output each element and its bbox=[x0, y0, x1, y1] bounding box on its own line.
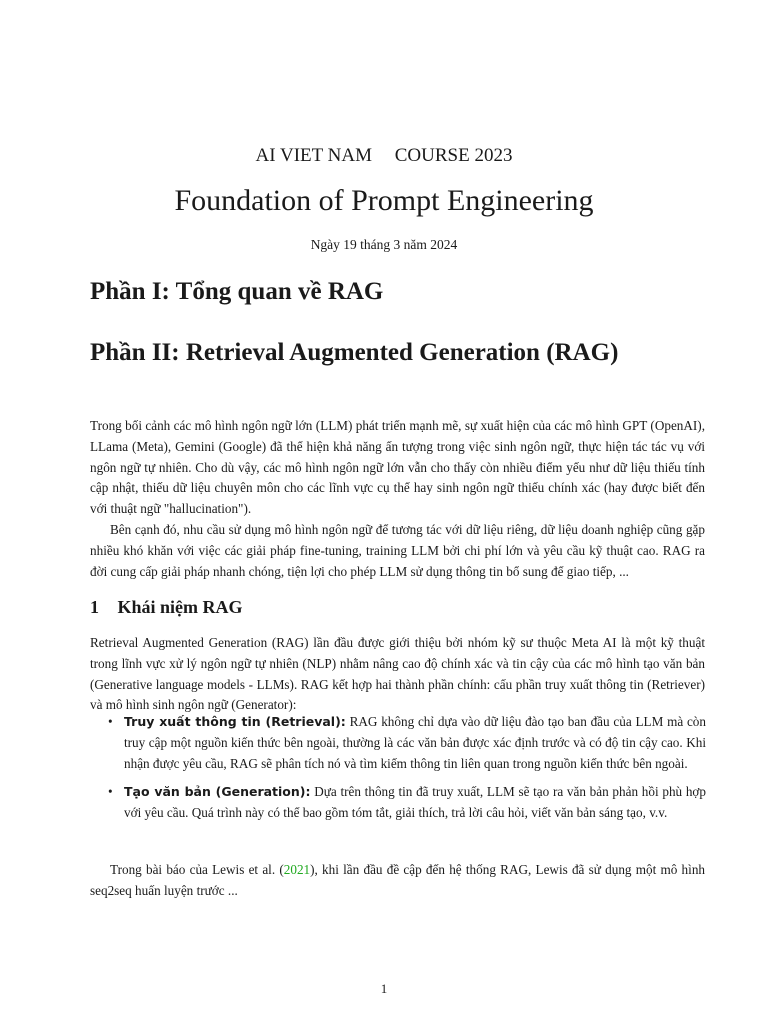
header-line bbox=[0, 145, 768, 167]
course-name: COURSE 2023 bbox=[394, 145, 513, 166]
section-paragraph: Retrieval Augmented Generation (RAG) lần đầu được giới thiệu bởi nhóm kỹ sư thuộc Meta AI là một kỹ thuật trong lĩnh vực xử lý ngôn ngữ tự nhiên (NLP) nhằm nâng cao độ chính xác và tin cậy của các mô hình tạo văn bản (Generative language models - LLMs). RAG kết hợp hai thành phần chính: cấu phần truy xuất thông tin (Retriever) và mô hình sinh ngôn ngữ (Generator): bbox=[90, 635, 705, 713]
closing-text-after: ), khi lần đầu đề cập đến hệ thống RAG, Lewis đã sử dụng một mô hình seq2seq huấn luyện trước ... bbox=[90, 862, 706, 898]
section-title: Khái niệm RAG bbox=[117, 597, 243, 617]
org-name: AI VIET NAM bbox=[255, 145, 372, 166]
document-title: Foundation of Prompt Engineering bbox=[174, 184, 594, 217]
page-number: 1 bbox=[380, 981, 388, 996]
bullet-text: Dựa trên thông tin đã truy xuất, LLM sẽ tạo ra văn bản phản hồi phù hợp với yêu cầu. Quá trình này có thể bao gồm tóm tắt, giải thích, trả lời câu hỏi, viết văn bản sáng tạo, v.v. bbox=[124, 784, 707, 821]
list-item bbox=[108, 782, 707, 824]
bullet-icon: • bbox=[108, 714, 113, 729]
section-number: 1 bbox=[90, 597, 99, 617]
bullet-term: Tạo văn bản (Generation): bbox=[124, 784, 311, 800]
part-heading-2: Phần II: Retrieval Augmented Generation (RAG) bbox=[90, 339, 619, 366]
section-heading bbox=[90, 597, 243, 618]
bullet-icon: • bbox=[108, 784, 113, 800]
bullet-term: Truy xuất thông tin (Retrieval): bbox=[124, 714, 346, 729]
intro-paragraph-1: Trong bối cảnh các mô hình ngôn ngữ lớn (LLM) phát triển mạnh mẽ, sự xuất hiện của các mô hình GPT (OpenAI), LLama (Meta), Gemini (Google) đã thể hiện khả năng ấn tượng trong việc sinh ngôn ngữ, thực hiện tác tác vụ với ngôn ngữ tự nhiên. Cho dù vậy, các mô hình ngôn ngữ lớn vẫn cho thấy còn nhiều điểm yếu như dữ liệu thiếu tính cập nhật, thiếu dữ liệu chuyên môn cho các lĩnh vực cụ thể hay sinh ngôn ngữ thiếu chính xác (hay được biết đến với thuật ngữ "hallucination"). bbox=[90, 418, 705, 517]
document-date: Ngày 19 tháng 3 năm 2024 bbox=[310, 237, 458, 252]
list-item bbox=[108, 712, 706, 774]
intro-block bbox=[90, 416, 705, 582]
bullet-list bbox=[108, 712, 707, 832]
intro-paragraph-2: Bên cạnh đó, nhu cầu sử dụng mô hình ngôn ngữ để tương tác với dữ liệu riêng, dữ liệu doanh nghiệp cũng gặp nhiều khó khăn với việc các giải pháp fine-tuning, training LLM bởi chi phí lớn và yêu cầu kỹ thuật cao. RAG ra đời cung cấp giải pháp nhanh chóng, tiện lợi cho phép LLM sử dụng thông tin bổ sung để giao tiếp, ... bbox=[90, 521, 705, 579]
citation-link[interactable]: 2021 bbox=[283, 862, 311, 877]
closing-paragraph bbox=[90, 860, 705, 902]
closing-text-before: Trong bài báo của Lewis et al. ( bbox=[110, 862, 284, 877]
part-heading-1: Phần I: Tổng quan về RAG bbox=[90, 278, 384, 305]
bullet-text: RAG không chỉ dựa vào dữ liệu đào tạo ban đầu của LLM mà còn truy cập một nguồn kiến thức bên ngoài, thường là các văn bản được xác định trước và có độ tin cậy cao. Khi nhận được yêu cầu, RAG sẽ phân tích nó và tìm kiếm thông tin liên quan trong nguồn kiến thức bên ngoài. bbox=[124, 714, 706, 771]
